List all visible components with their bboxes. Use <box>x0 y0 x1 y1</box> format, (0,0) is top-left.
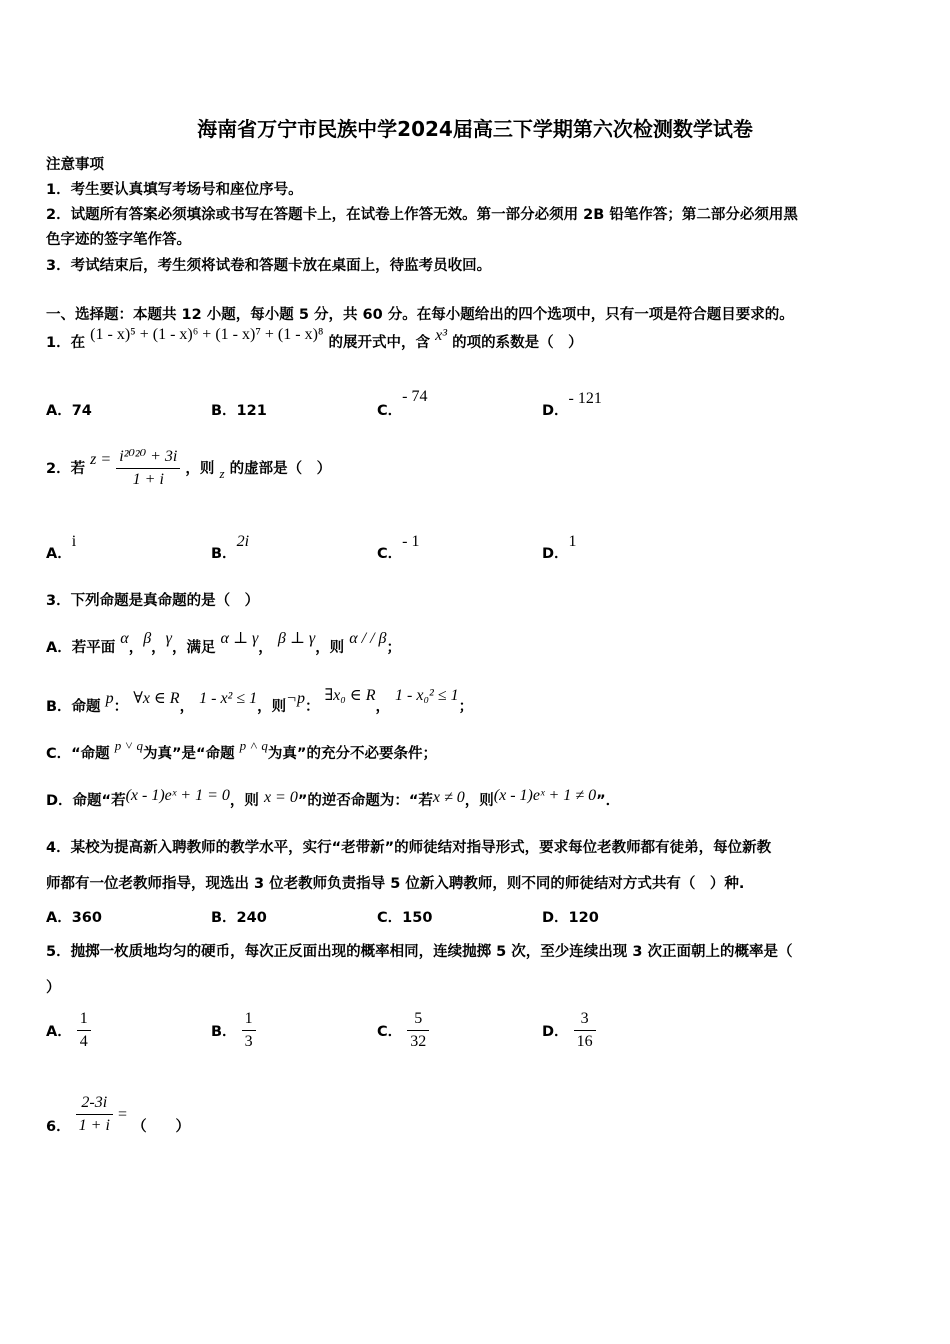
q5-d-numerator: 3 <box>574 1010 596 1031</box>
q3-a-cond1: α ⊥ γ <box>220 630 259 647</box>
q1-option-c-label: C． <box>377 403 403 419</box>
q2-option-a-label: A． <box>46 546 72 562</box>
q1-expression: (1 - x)⁵ + (1 - x)⁶ + (1 - x)⁷ + (1 - x)⁸ <box>90 326 324 343</box>
q2-option-b-label: B． <box>211 546 237 562</box>
notice-item-3: 3．考试结束后，考生须将试卷和答题卡放在桌面上，待监考员收回。 <box>46 258 492 274</box>
q3-d-neq: x ≠ 0 <box>432 789 465 806</box>
q2-numerator: i²⁰²⁰ + 3i <box>116 446 180 469</box>
q2-then: ，则 <box>185 461 215 477</box>
q5-option-a <box>46 1010 91 1051</box>
q3-d-eq2: x = 0 <box>263 789 298 806</box>
q5-a-numerator: 1 <box>77 1010 91 1031</box>
q1-label: 1．在 <box>46 335 86 351</box>
q3-d-eq1: (x - 1)eˣ + 1 = 0 <box>125 787 230 804</box>
q5-b-numerator: 1 <box>242 1010 256 1031</box>
q3-d-pre: D．命题“若 <box>46 793 126 809</box>
q2-lhs: z = <box>90 450 112 468</box>
q5-c-denominator: 32 <box>410 1033 427 1050</box>
q3-a-then: ，则 <box>315 640 345 656</box>
q1-option-c-value: - 74 <box>402 388 428 405</box>
q2-option-a-value: i <box>71 533 77 550</box>
q3-a-cond2: β ⊥ γ <box>277 630 316 647</box>
q6-denominator: 1 + i <box>78 1117 110 1134</box>
q3-a-pre: A．若平面 <box>46 640 116 656</box>
q3-b-pre: B．命题 <box>46 699 101 715</box>
q3-d-then: ，则 <box>229 793 259 809</box>
q3-a-beta: β <box>143 630 152 647</box>
q3-b-then: ，则 <box>257 699 287 715</box>
q5-option-a-label: A． <box>46 1024 72 1040</box>
q3-stem: 3．下列命题是真命题的是（ ） <box>46 593 260 609</box>
q3-c-p-and-q: p ˄ q <box>239 738 268 753</box>
page-title: 海南省万宁市民族中学2024届高三下学期第六次检测数学试卷 <box>197 117 753 141</box>
q1-mid: 的展开式中，含 <box>328 335 431 351</box>
q5-d-denominator: 16 <box>576 1033 593 1050</box>
q3-option-d <box>46 789 620 810</box>
q1-option-a: A．74 <box>46 403 92 419</box>
q3-b-cond: ∀x ∈ R <box>133 690 180 707</box>
q4-option-b: B．240 <box>211 910 267 926</box>
q5-a-denominator: 4 <box>79 1033 88 1050</box>
q3-d-eq3: (x - 1)eˣ + 1 ≠ 0 <box>493 787 597 804</box>
q4-option-c: C．150 <box>377 910 433 926</box>
q3-c-pre: C．“命题 <box>46 746 110 762</box>
q1-option-d <box>542 390 602 420</box>
q2-z: z <box>219 465 225 481</box>
notice-item-2-line-1: 2．试题所有答案必须填涂或书写在答题卡上，在试卷上作答无效。第一部分必须用 2B 铅笔作答；第二部分必须用黑 <box>46 207 798 223</box>
q3-d-end: ”． <box>596 793 621 809</box>
q3-b-colon: ： <box>113 699 129 715</box>
q4-option-d: D．120 <box>542 910 599 926</box>
q3-d-mid: ”的逆否命题为：“若 <box>297 793 433 809</box>
q2-option-c-label: C． <box>377 546 403 562</box>
q4-line-1: 4．某校为提高新入聘教师的教学水平，实行“老带新”的师徒结对指导形式，要求每位老教师都有徒弟，每位新教 <box>46 840 772 856</box>
q6-equals: = <box>117 1105 127 1123</box>
q3-c-end: 为真”的充分不必要条件； <box>267 746 437 762</box>
q1-option-b: B．121 <box>211 403 267 419</box>
q5-option-b <box>211 1010 256 1051</box>
q2-option-d-label: D． <box>542 546 569 562</box>
question-2 <box>46 446 331 489</box>
q3-d-then2: ，则 <box>464 793 494 809</box>
notice-item-1: 1．考生要认真填写考场号和座位序号。 <box>46 182 303 198</box>
q3-b-p: p <box>105 690 114 707</box>
q3-b-negp: ¬p <box>286 690 305 707</box>
q4-line-2: 师都有一位老教师指导，现选出 3 位老教师负责指导 5 位新入聘教师，则不同的师徒结对方式共有（ ）种. <box>46 876 745 892</box>
q1-option-d-value: - 121 <box>568 390 602 407</box>
q2-option-b <box>211 533 250 563</box>
q3-c-p-or-q: p ˅ q <box>114 738 144 753</box>
q5-option-b-fraction <box>242 1010 256 1051</box>
q2-option-b-value: 2i <box>236 533 250 550</box>
q3-c-mid: 为真”是“命题 <box>143 746 235 762</box>
q2-option-c <box>377 533 420 563</box>
q1-term: x³ <box>435 327 448 344</box>
q1-end: 的项的系数是（ ） <box>452 335 583 351</box>
question-6 <box>46 1094 190 1135</box>
q5-option-d-fraction <box>574 1010 596 1051</box>
q1-option-d-label: D． <box>542 403 569 419</box>
q3-b-ineq: 1 - x² ≤ 1 <box>199 690 258 707</box>
q3-a-result: α / / β <box>349 630 387 647</box>
q5-option-c-fraction <box>407 1010 429 1051</box>
section-heading: 一、选择题：本题共 12 小题，每小题 5 分，共 60 分。在每小题给出的四个选项中，只有一项是符合题目要求的。 <box>46 307 794 323</box>
q5-option-b-label: B． <box>211 1024 237 1040</box>
q3-option-c <box>46 738 437 763</box>
q2-option-d <box>542 533 577 563</box>
q3-b-ineq2: 1 - x₀² ≤ 1 <box>395 687 459 704</box>
q6-numerator: 2-3i <box>76 1094 113 1115</box>
q5-option-c <box>377 1010 429 1051</box>
q3-a-gamma: γ <box>165 630 172 647</box>
q6-fraction <box>76 1094 113 1135</box>
q5-option-d <box>542 1010 596 1051</box>
q5-b-denominator: 3 <box>244 1033 253 1050</box>
q6-label: 6． <box>46 1119 71 1135</box>
q3-a-sat: ，满足 <box>171 640 216 656</box>
q2-option-a <box>46 533 77 563</box>
q3-b-exists: ∃x₀ ∈ R <box>324 687 376 704</box>
q3-option-b: B．命题 p： ∀x ∈ R， 1 - x² ≤ 1，则¬p： ∃x₀ ∈ R， 1 - x₀² ≤ 1； <box>46 687 474 715</box>
q2-end: 的虚部是（ ） <box>229 461 332 477</box>
q3-a-alpha: α <box>120 630 129 647</box>
question-1 <box>46 326 583 352</box>
q2-label: 2．若 <box>46 461 86 477</box>
q3-option-a: A．若平面 α，β，γ，满足 α ⊥ γ， β ⊥ γ，则 α / / β； <box>46 630 402 656</box>
q6-end: （ ） <box>132 1119 191 1135</box>
q5-option-a-fraction <box>77 1010 91 1051</box>
q5-line-2: ） <box>46 980 61 996</box>
q2-denominator: 1 + i <box>132 471 164 488</box>
q5-c-numerator: 5 <box>407 1010 429 1031</box>
notice-heading: 注意事项 <box>46 157 104 173</box>
q2-option-d-value: 1 <box>568 533 577 550</box>
q2-fraction <box>116 446 180 489</box>
q1-option-c <box>377 388 428 420</box>
q2-option-c-value: - 1 <box>402 533 420 550</box>
notice-item-2-line-2: 色字迹的签字笔作答。 <box>46 232 191 248</box>
q4-option-a: A．360 <box>46 910 102 926</box>
q5-line-1: 5．抛掷一枚质地均匀的硬币，每次正反面出现的概率相同，连续抛掷 5 次，至少连续出现 3 次正面朝上的概率是（ <box>46 944 793 960</box>
q5-option-c-label: C． <box>377 1024 403 1040</box>
q5-option-d-label: D． <box>542 1024 569 1040</box>
